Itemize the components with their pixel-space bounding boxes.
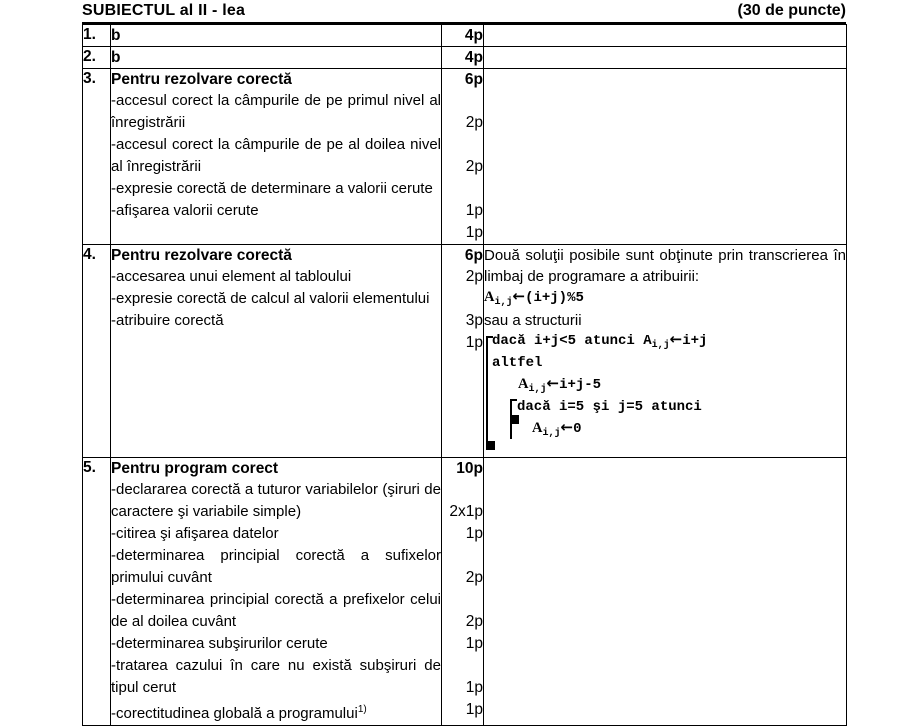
criterion-item: -determinarea principial corectă a prefixelor celui de al doilea cuvânt (111, 591, 441, 630)
criterion-item: -determinarea subşirurilor cerute (111, 635, 328, 652)
expression: i+j (682, 333, 708, 349)
row-number: 5. (83, 458, 111, 726)
assign-arrow-icon: ← (512, 287, 526, 305)
criterion-item: -accesul corect la câmpurile de pe al doilea nivel al înregistrării (111, 136, 441, 175)
criterion-title: Pentru program corect (111, 460, 279, 477)
table-row (83, 47, 847, 69)
row-points (442, 69, 484, 245)
table-row (83, 245, 847, 458)
criterion-item: -declararea corectă a tuturor variabilelor (şiruri de caractere şi variabile simple) (111, 481, 441, 520)
points-value: 1p (465, 224, 483, 241)
criterion-title: Pentru rezolvare corectă (111, 71, 292, 88)
points-value: 1p (465, 525, 483, 542)
keyword-if: dacă i+j<5 atunci A (492, 333, 652, 349)
points-value: 1p (465, 679, 483, 696)
row-note (484, 25, 847, 47)
criterion-item: -tratarea cazului în care nu există subşiruri de tipul cerut (111, 657, 441, 696)
assign-arrow-icon: ← (560, 418, 574, 436)
points-value: 4p (464, 27, 483, 44)
points-spacer (442, 178, 483, 200)
criterion-item: -expresie corectă de calcul al valorii elementului (111, 290, 430, 307)
row-description (111, 69, 442, 245)
variable-subscript: i,j (494, 297, 513, 308)
points-value: 1p (465, 334, 483, 351)
assign-arrow-icon: ← (669, 330, 683, 348)
variable-subscript: i,j (651, 340, 670, 351)
points-spacer (442, 134, 483, 156)
pseudocode-assignment (484, 287, 846, 310)
criterion-item: -atribuire corectă (111, 312, 224, 329)
points-value: 10p (456, 460, 483, 477)
pseudocode-line (484, 374, 846, 397)
table-row (83, 25, 847, 47)
row-note (484, 69, 847, 245)
row-number: 1. (83, 25, 111, 47)
table-row (83, 458, 847, 726)
points-spacer (442, 479, 483, 501)
points-value: 4p (464, 49, 483, 66)
variable-a: A (518, 376, 529, 392)
row-description (111, 245, 442, 458)
criterion-title: b (111, 49, 121, 66)
assign-arrow-icon: ← (546, 374, 560, 392)
points-value: 2p (465, 268, 483, 285)
row-note (484, 47, 847, 69)
criterion-item: -expresie corectă de determinare a valorii cerute (111, 180, 433, 197)
pseudocode-line (484, 418, 846, 441)
points-value: 2p (465, 613, 483, 630)
expression: i+j-5 (559, 377, 602, 393)
note-text: Două soluţii posibile sunt obţinute prin transcrierea în limbaj de programare a atribuirii: (484, 247, 846, 285)
pseudocode-structure (484, 331, 846, 457)
row-description (111, 458, 442, 726)
points-value: 1p (465, 635, 483, 652)
points-spacer (442, 288, 483, 310)
points-value: 6p (464, 247, 483, 264)
outer-bracket-end-icon (486, 441, 495, 450)
row-points (442, 47, 484, 69)
points-spacer (442, 545, 483, 567)
row-points (442, 245, 484, 458)
variable-a: A (532, 420, 543, 436)
criterion-item: -afişarea valorii cerute (111, 202, 259, 219)
points-value: 6p (464, 71, 483, 88)
points-spacer (442, 655, 483, 677)
row-note (484, 245, 847, 458)
keyword-else: altfel (492, 355, 543, 371)
pseudocode-line (484, 397, 846, 418)
criterion-item: -determinarea principial corectă a sufixelor primului cuvânt (111, 547, 441, 586)
row-note (484, 458, 847, 726)
criterion-item-footnoted (111, 699, 441, 725)
variable-subscript: i,j (542, 428, 561, 439)
points-value: 1p (465, 701, 483, 718)
variable-subscript: i,j (528, 384, 547, 395)
criterion-item: -accesarea unui element al tabloului (111, 268, 352, 285)
criterion-title: Pentru rezolvare corectă (111, 247, 292, 264)
points-value: 2p (465, 158, 483, 175)
expression: 0 (573, 421, 582, 437)
criterion-item: -accesul corect la câmpurile de pe primul nivel al înregistrării (111, 92, 441, 131)
row-description (111, 47, 442, 69)
points-value: 2x1p (449, 503, 483, 520)
section-title: SUBIECTUL al II - lea (82, 2, 246, 19)
pseudocode-line (484, 353, 846, 374)
criterion-title: b (111, 27, 121, 44)
row-number: 2. (83, 47, 111, 69)
section-heading (82, 2, 846, 24)
points-value: 3p (465, 312, 483, 329)
points-value: 1p (465, 202, 483, 219)
footnote-marker: 1) (357, 704, 367, 715)
row-points (442, 25, 484, 47)
criterion-item: -citirea şi afişarea datelor (111, 525, 279, 542)
row-points (442, 458, 484, 726)
criterion-item-text: -corectitudinea globală a programului (111, 705, 358, 722)
points-spacer (442, 90, 483, 112)
note-text: sau a structurii (484, 312, 582, 329)
points-value: 2p (465, 114, 483, 131)
points-spacer (442, 589, 483, 611)
section-points: (30 de puncte) (737, 2, 846, 19)
row-description (111, 25, 442, 47)
table-row (83, 69, 847, 245)
row-number: 3. (83, 69, 111, 245)
pseudocode-line (484, 331, 846, 353)
grading-table (82, 24, 847, 726)
keyword-if: dacă i=5 şi j=5 atunci (517, 399, 702, 415)
row-number: 4. (83, 245, 111, 458)
variable-a: A (484, 289, 495, 305)
expression: (i+j)%5 (525, 290, 584, 306)
points-value: 2p (465, 569, 483, 586)
